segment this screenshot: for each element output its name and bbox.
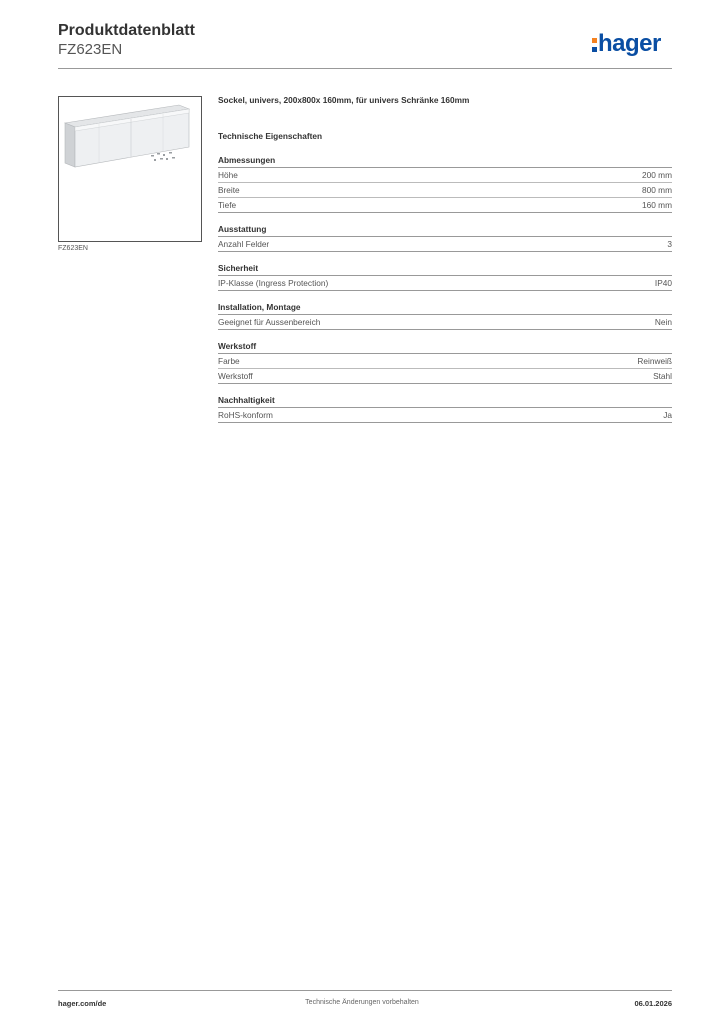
footer-date: 06.01.2026: [634, 999, 672, 1008]
product-details: [218, 94, 672, 432]
section-safety: [218, 261, 672, 291]
spec-value: 3: [667, 239, 672, 249]
hager-logo[interactable]: [592, 30, 661, 58]
spec-label: Tiefe: [218, 200, 237, 210]
spec-label: Farbe: [218, 356, 240, 366]
spec-row: [218, 315, 672, 330]
section-title: Werkstoff: [218, 339, 672, 354]
spec-label: Höhe: [218, 170, 238, 180]
section-dimensions: [218, 153, 672, 213]
spec-value: 200 mm: [642, 170, 672, 180]
section-title: Nachhaltigkeit: [218, 393, 672, 408]
spec-row: [218, 168, 672, 183]
spec-value: IP40: [654, 278, 672, 288]
spec-value: Reinweiß: [637, 356, 672, 366]
spec-row: [218, 198, 672, 213]
spec-value: 800 mm: [642, 185, 672, 195]
product-base-icon: [59, 97, 201, 241]
spec-row: [218, 369, 672, 384]
header-divider: [58, 68, 672, 69]
logo-colon-icon: [592, 35, 598, 53]
section-title: Ausstattung: [218, 222, 672, 237]
product-image: [58, 96, 202, 242]
spec-label: RoHS-konform: [218, 410, 273, 420]
section-title: Abmessungen: [218, 153, 672, 168]
spec-value: Stahl: [653, 371, 672, 381]
product-description: Sockel, univers, 200x800x 160mm, für univers Schränke 160mm: [218, 95, 470, 105]
image-caption: FZ623EN: [58, 245, 88, 252]
section-material: [218, 339, 672, 384]
spec-value: 160 mm: [642, 200, 672, 210]
spec-row: [218, 183, 672, 198]
logo-text: hager: [598, 30, 661, 57]
product-code: FZ623EN: [58, 41, 123, 58]
spec-label: IP-Klasse (Ingress Protection): [218, 278, 329, 288]
spec-label: Geeignet für Aussenbereich: [218, 317, 321, 327]
section-title: Installation, Montage: [218, 300, 672, 315]
footer-note: Technische Änderungen vorbehalten: [305, 999, 419, 1006]
spec-row: [218, 276, 672, 291]
section-installation: [218, 300, 672, 330]
footer-website-link[interactable]: hager.com/de: [58, 999, 107, 1008]
spec-row: [218, 237, 672, 252]
spec-row: [218, 408, 672, 423]
spec-label: Breite: [218, 185, 240, 195]
spec-value: Ja: [663, 410, 672, 420]
spec-row: [218, 354, 672, 369]
section-equipment: [218, 222, 672, 252]
spec-label: Anzahl Felder: [218, 239, 270, 249]
page-title: Produktdatenblatt: [58, 22, 195, 39]
section-title: Sicherheit: [218, 261, 672, 276]
spec-label: Werkstoff: [218, 371, 253, 381]
footer-divider: [58, 990, 672, 991]
spec-value: Nein: [654, 317, 672, 327]
tech-properties-heading: Technische Eigenschaften: [218, 131, 323, 141]
section-sustainability: [218, 393, 672, 423]
